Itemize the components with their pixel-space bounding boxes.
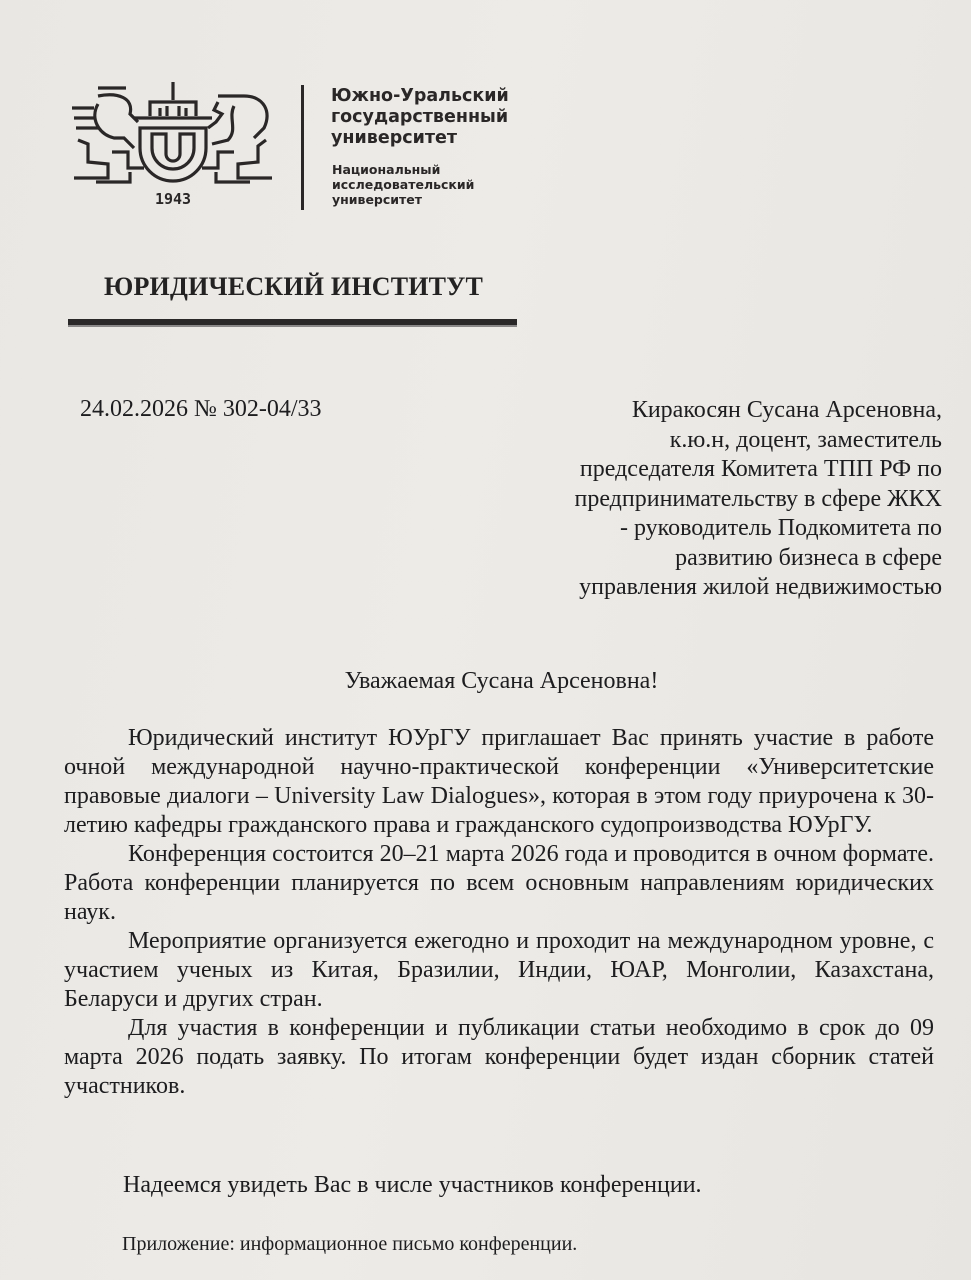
salutation: Уважаемая Сусана Арсеновна! xyxy=(344,668,659,694)
addressee-block xyxy=(574,396,942,603)
body-paragraph: Мероприятие организуется ежегодно и проходит на международном уровне, с участием ученых из Китая, Бразилии, Индии, ЮАР, Монголии, Казахстана, Беларуси и других стран. xyxy=(64,928,934,1012)
addressee-line: - руководитель Подкомитета по xyxy=(620,515,942,541)
university-status-line: университет xyxy=(332,192,423,207)
attachment-note: Приложение: информационное письмо конференции. xyxy=(122,1233,578,1255)
letter-body xyxy=(64,724,934,1101)
addressee-line: председателя Комитета ТПП РФ по xyxy=(579,456,942,482)
heading-rule xyxy=(68,319,517,327)
university-status-line: исследовательский xyxy=(332,177,475,192)
addressee-line: Киракосян Сусана Арсеновна, xyxy=(631,397,942,423)
university-name-line: государственный xyxy=(331,107,509,127)
body-paragraph: Для участия в конференции и публикации статьи необходимо в срок до 09 марта 2026 подать заявку. По итогам конференции будет издан сборник статей участников. xyxy=(64,1015,934,1099)
university-status-line: Национальный xyxy=(332,162,441,177)
university-status xyxy=(332,162,474,207)
university-name xyxy=(331,86,509,149)
university-name-line: университет xyxy=(331,128,458,148)
founding-year: 1943 xyxy=(154,190,192,208)
reference-number: 24.02.2026 № 302-04/33 xyxy=(80,396,322,422)
institute-heading: ЮРИДИЧЕСКИЙ ИНСТИТУТ xyxy=(104,272,484,301)
university-name-line: Южно-Уральский xyxy=(331,86,509,106)
body-paragraph: Юридический институт ЮУрГУ приглашает Вас принять участие в работе очной международной научно-практической конференции «Университетские правовые диалоги – University Law Dialogues», которая в этом году приурочена к 30-летию кафедры гражданского права и гражданского судопроизводства ЮУрГУ. xyxy=(64,725,934,838)
body-paragraph: Конференция состоится 20–21 марта 2026 года и проводится в очном формате. Работа конференции планируется по всем основным направлениям юридических наук. xyxy=(64,841,934,925)
letterhead-divider xyxy=(301,85,304,210)
addressee-line: развитию бизнеса в сфере xyxy=(675,544,942,571)
closing-line: Надеемся увидеть Вас в числе участников конференции. xyxy=(123,1172,702,1198)
addressee-line: к.ю.н, доцент, заместитель xyxy=(669,426,942,453)
addressee-line: предпринимательству в сфере ЖКХ xyxy=(574,485,942,512)
griffin-lion-crest-icon xyxy=(68,78,278,190)
university-logo xyxy=(68,78,278,210)
addressee-line: управления жилой недвижимостью xyxy=(579,574,942,600)
